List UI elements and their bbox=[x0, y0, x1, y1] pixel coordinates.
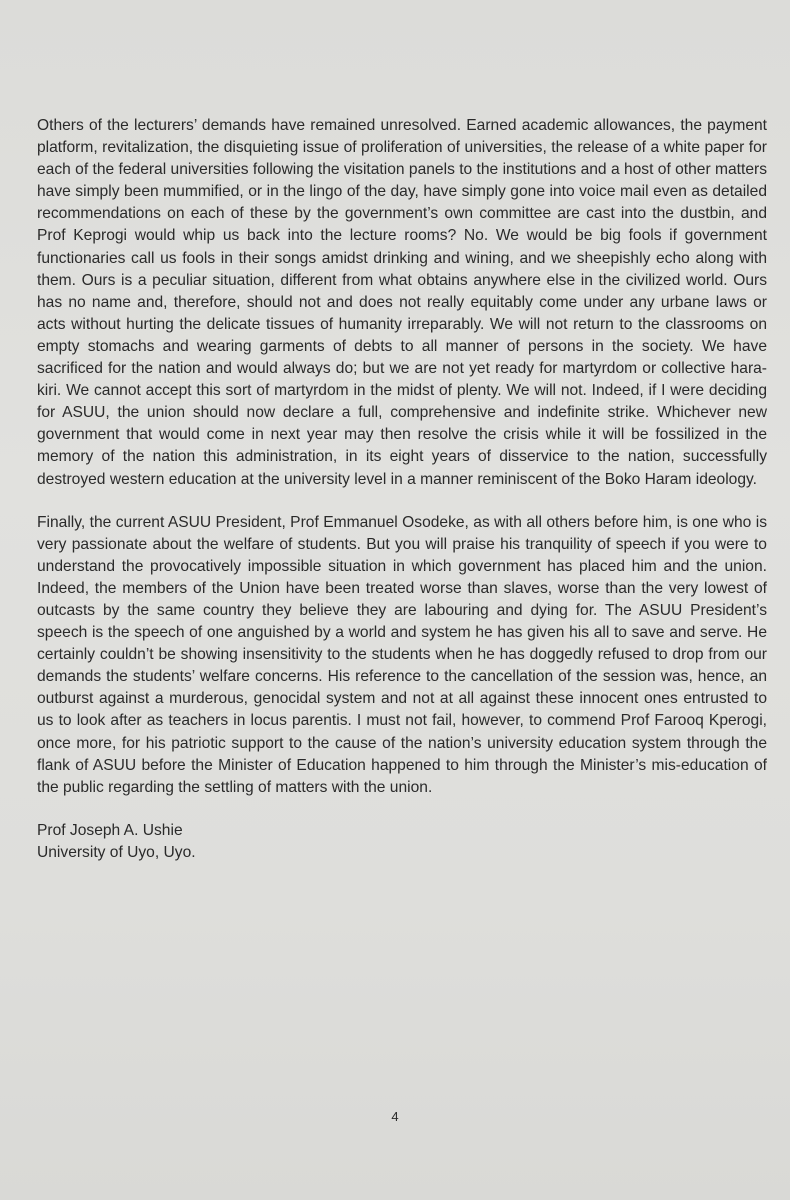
signature-affiliation: University of Uyo, Uyo. bbox=[37, 843, 196, 861]
paragraph-2: Finally, the current ASUU President, Prof Emmanuel Osodeke, as with all others before him, is one who is very passionate about the welfare of students. But you will praise his tranquility of speech if you were to understand the provocatively impossible situation in which government has placed him and the union. Indeed, the members of the Union have been treated worse than slaves, worse than the very lowest of outcasts by the same country they believe they are labouring and dying for. The ASUU President’s speech is the speech of one anguished by a world and system he has given his all to save and serve. He certainly couldn’t be showing insensitivity to the students when he has doggedly refused to drop from our demands the students’ welfare concerns. His reference to the cancellation of the session was, hence, an outburst against a murderous, genocidal system and not at all against these innocent ones entrusted to us to look after as teachers in locus parentis. I must not fail, however, to commend Prof Farooq Kperogi, once more, for his patriotic support to the cause of the nation’s university education system through the flank of ASUU before the Minister of Education happened to him through the Minister’s mis-education of the public regarding the settling of matters with the union. bbox=[37, 513, 767, 796]
paragraph-1: Others of the lecturers’ demands have remained unresolved. Earned academic allowances, the payment platform, revitalization, the disquieting issue of proliferation of universities, the release of a white paper for each of the federal universities following the visitation panels to the institutions and a host of other matters have simply been mummified, or in the lingo of the day, have simply gone into voice mail even as detailed recommendations on each of these by the government’s own committee are cast into the dustbin, and Prof Keprogi would whip us back into the lecture rooms? No. We would be big fools if government functionaries call us fools in their songs amidst drinking and wining, and we sheepishly echo along with them. Ours is a peculiar situation, different from what obtains anywhere else in the civilized world. Ours has no name and, therefore, should not and does not really equitably come under any urbane laws or acts without hurting the delicate tissues of humanity irreparably. We will not return to the classrooms on empty stomachs and wearing garments of debts to all manner of persons in the society. We have sacrificed for the nation and would always do; but we are not yet ready for martyrdom or collective hara-kiri. We cannot accept this sort of martyrdom in the midst of plenty. We will not. Indeed, if I were deciding for ASUU, the union should now declare a full, comprehensive and indefinite strike. Whichever new government that would come in next year may then resolve the crisis while it will be fossilized in the memory of the nation this administration, in its eight years of disservice to the nation, successfully destroyed western education at the university level in a manner reminiscent of the Boko Haram ideology. bbox=[37, 117, 767, 488]
document-body bbox=[37, 115, 767, 864]
page-number: 4 bbox=[391, 1109, 399, 1124]
signature-block bbox=[37, 820, 767, 864]
signature-name: Prof Joseph A. Ushie bbox=[37, 821, 183, 839]
